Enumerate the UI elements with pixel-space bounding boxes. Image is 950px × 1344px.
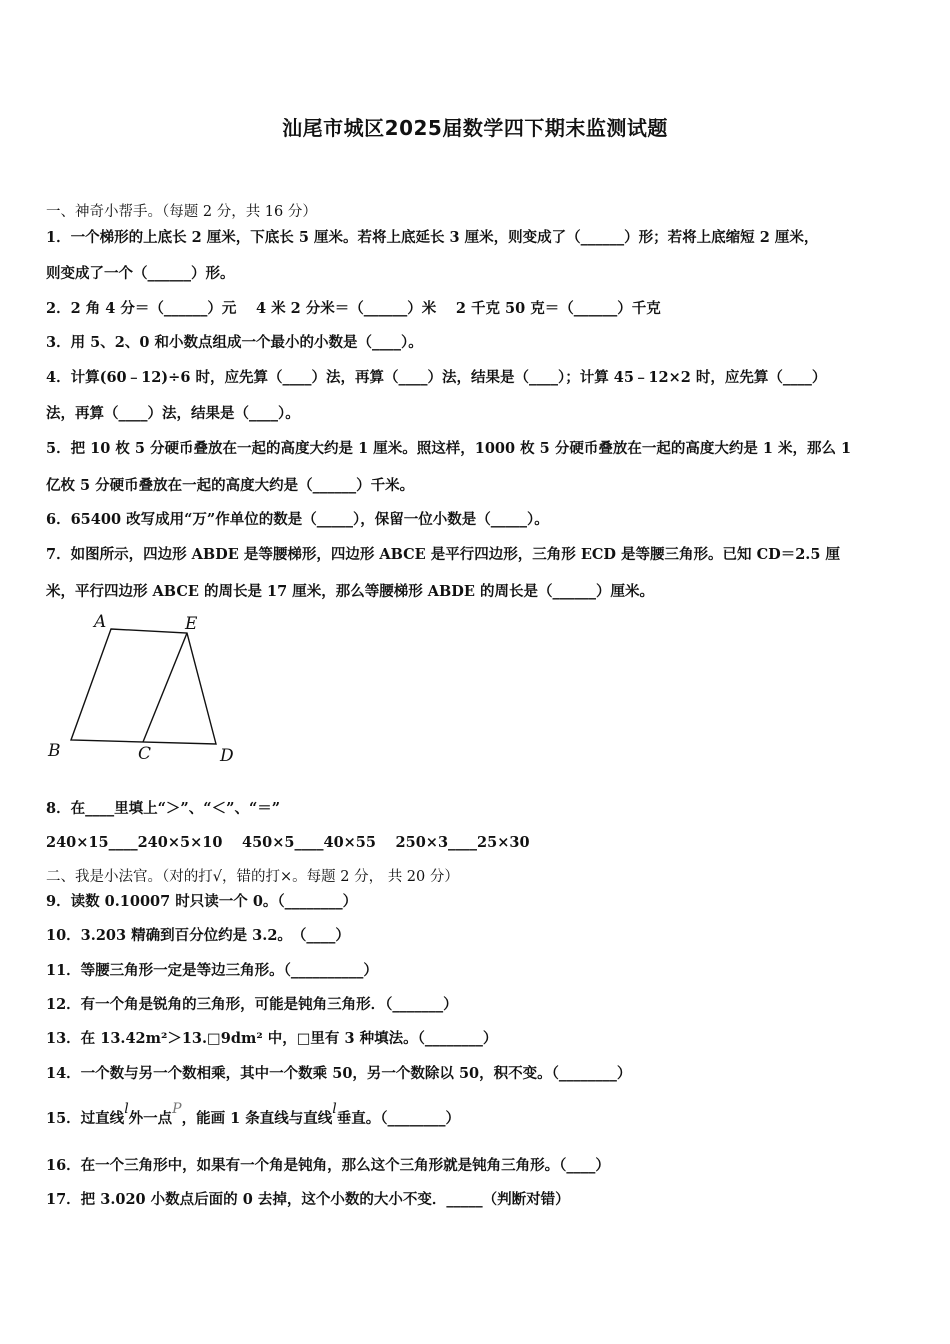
question-4-line-2: 法，再算（____）法，结果是（____）。 (46, 405, 300, 422)
question-17: 17．把 3.020 小数点后面的 0 去掉，这个小数的大小不变．_____（判断对错） (46, 1191, 570, 1208)
section-2-heading: 二、我是小法官。（对的打√，错的打×。每题 2 分， 共 20 分） (46, 869, 459, 885)
question-15-part-1: 15．过直线 (46, 1110, 125, 1127)
trapezoid-figure (44, 606, 244, 771)
question-12: 12．有一个角是锐角的三角形，可能是钝角三角形．（_______） (46, 996, 458, 1013)
question-9: 9．读数 0.10007 时只读一个 0。（________） (46, 893, 358, 910)
question-4-line-1: 4．计算(60﹣12)÷6 时，应先算（____）法，再算（____）法，结果是（____）；计算 45﹣12×2 时，应先算（____） (46, 369, 827, 386)
line-l-symbol-2: l (332, 1101, 337, 1117)
line-l-symbol: l (124, 1101, 129, 1117)
question-7-line-2: 米，平行四边形 ABCE 的周长是 17 厘米，那么等腰梯形 ABDE 的周长是（______）厘米。 (46, 583, 654, 600)
question-15-part-3: ，能画 1 条直线与直线 (181, 1110, 333, 1127)
vertex-label-a: A (94, 612, 107, 632)
section-1-heading: 一、神奇小帮手。（每题 2 分，共 16 分） (46, 204, 317, 220)
vertex-label-c: C (138, 744, 152, 764)
point-p-symbol: P (172, 1101, 182, 1117)
vertex-label-d: D (220, 746, 234, 766)
question-3: 3．用 5、2、0 和小数点组成一个最小的小数是（____）。 (46, 334, 423, 351)
trapezoid-outline (71, 629, 216, 744)
question-8-line-2: 240×15____240×5×10 450×5____40×55 250×3____25×30 (46, 834, 530, 851)
question-10: 10．3.203 精确到百分位约是 3.2。 （____） (46, 927, 350, 944)
question-16: 16．在一个三角形中，如果有一个角是钝角，那么这个三角形就是钝角三角形。（____） (46, 1157, 610, 1174)
question-5-line-2: 亿枚 5 分硬币叠放在一起的高度大约是（______）千米。 (46, 477, 415, 494)
question-5-line-1: 5．把 10 枚 5 分硬币叠放在一起的高度大约是 1 厘米。照这样，1000 枚 5 分硬币叠放在一起的高度大约是 1 米，那么 1 (46, 440, 852, 457)
question-1-line-2: 则变成了一个（______）形。 (46, 265, 235, 282)
segment-ec (143, 633, 187, 742)
question-11: 11．等腰三角形一定是等边三角形。（__________） (46, 962, 378, 979)
question-6: 6．65400 改写成用“万”作单位的数是（_____），保留一位小数是（_____）。 (46, 511, 549, 528)
page-title: 汕尾市城区2025届数学四下期末监测试题 (282, 116, 668, 140)
question-13: 13．在 13.42m²＞13.□9dm² 中，□里有 3 种填法。（________） (46, 1030, 498, 1047)
question-15-part-4: 垂直。（________） (336, 1110, 461, 1127)
question-15-part-2: 外一点 (128, 1110, 173, 1127)
question-8-line-1: 8．在____里填上“＞”、“＜”、“＝” (46, 800, 281, 817)
question-15 (46, 1101, 916, 1129)
vertex-label-e: E (185, 614, 198, 634)
question-2: 2．2 角 4 分＝（______）元 4 米 2 分米＝（______）米 2 千克 50 克＝（______）千克 (46, 300, 661, 317)
question-1-line-1: 1．一个梯形的上底长 2 厘米，下底长 5 厘米。若将上底延长 3 厘米，则变成了（______）形；若将上底缩短 2 厘米， (46, 229, 819, 246)
question-7-line-1: 7．如图所示，四边形 ABDE 是等腰梯形，四边形 ABCE 是平行四边形，三角形 ECD 是等腰三角形。已知 CD＝2.5 厘 (46, 546, 840, 563)
vertex-label-b: B (48, 741, 61, 761)
question-14: 14．一个数与另一个数相乘，其中一个数乘 50，另一个数除以 50，积不变。（________） (46, 1065, 632, 1082)
